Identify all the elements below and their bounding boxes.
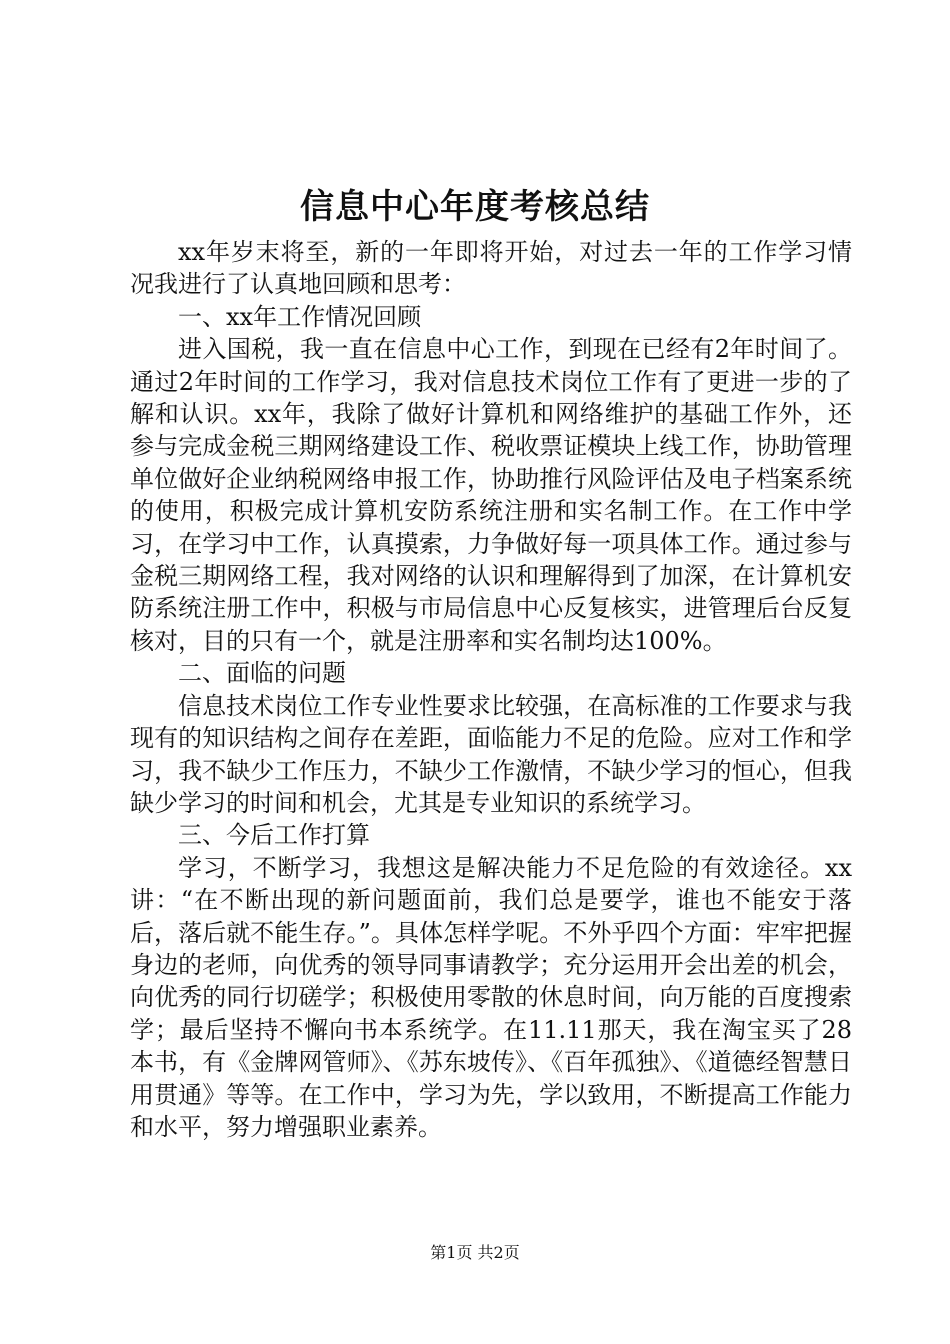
document-title: 信息中心年度考核总结 bbox=[300, 187, 650, 227]
intro-paragraph: xx年岁末将至，新的一年即将开始，对过去一年的工作学习情况我进行了认真地回顾和思考： bbox=[130, 238, 852, 299]
plans-paragraph: 学习，不断学习，我想这是解决能力不足危险的有效途径。xx讲：“在不断出现的新问题面前，我们总是要学，谁也不能安于落后，落后就不能生存。”。具体怎样学呢。不外乎四个方面：牢牢把握身边的老师，向优秀的领导同事请教学；充分运用开会出差的机会，向优秀的同行切磋学；积极使用零散的休息时间，向万能的百度搜索学；最后坚持不懈向书本系统学。在11.11那天，我在淘宝买了28本书，有《金牌网管师》、《苏东坡传》、《百年孤独》、《道德经智慧日用贯通》等等。在工作中，学习为先，学以致用，不断提高工作能力和水平，努力增强职业素养。 bbox=[130, 853, 852, 1141]
review-paragraph: 进入国税，我一直在信息中心工作，到现在已经有2年时间了。通过2年时间的工作学习，我对信息技术岗位工作有了更进一步的了解和认识。xx年，我除了做好计算机和网络维护的基础工作外，还参与完成金税三期网络建设工作、税收票证模块上线工作，协助管理单位做好企业纳税网络申报工作，协助推行风险评估及电子档案系统的使用，积极完成计算机安防系统注册和实名制工作。在工作中学习，在学习中工作，认真摸索，力争做好每一项具体工作。通过参与金税三期网络工程，我对网络的认识和理解得到了加深，在计算机安防系统注册工作中，积极与市局信息中心反复核实，进管理后台反复核对，目的只有一个，就是注册率和实名制均达100%。 bbox=[130, 335, 852, 655]
problems-paragraph: 信息技术岗位工作专业性要求比较强，在高标准的工作要求与我现有的知识结构之间存在差距，面临能力不足的危险。应对工作和学习，我不缺少工作压力，不缺少工作激情，不缺少学习的恒心，但我缺少学习的时间和机会，尤其是专业知识的系统学习。 bbox=[130, 691, 852, 817]
page-number-footer: 第1页 共2页 bbox=[430, 1243, 520, 1262]
section-heading-plans: 三、今后工作打算 bbox=[178, 821, 370, 850]
section-heading-problems: 二、面临的问题 bbox=[178, 659, 346, 688]
section-heading-review: 一、xx年工作情况回顾 bbox=[178, 302, 422, 331]
document-body bbox=[130, 236, 852, 1143]
